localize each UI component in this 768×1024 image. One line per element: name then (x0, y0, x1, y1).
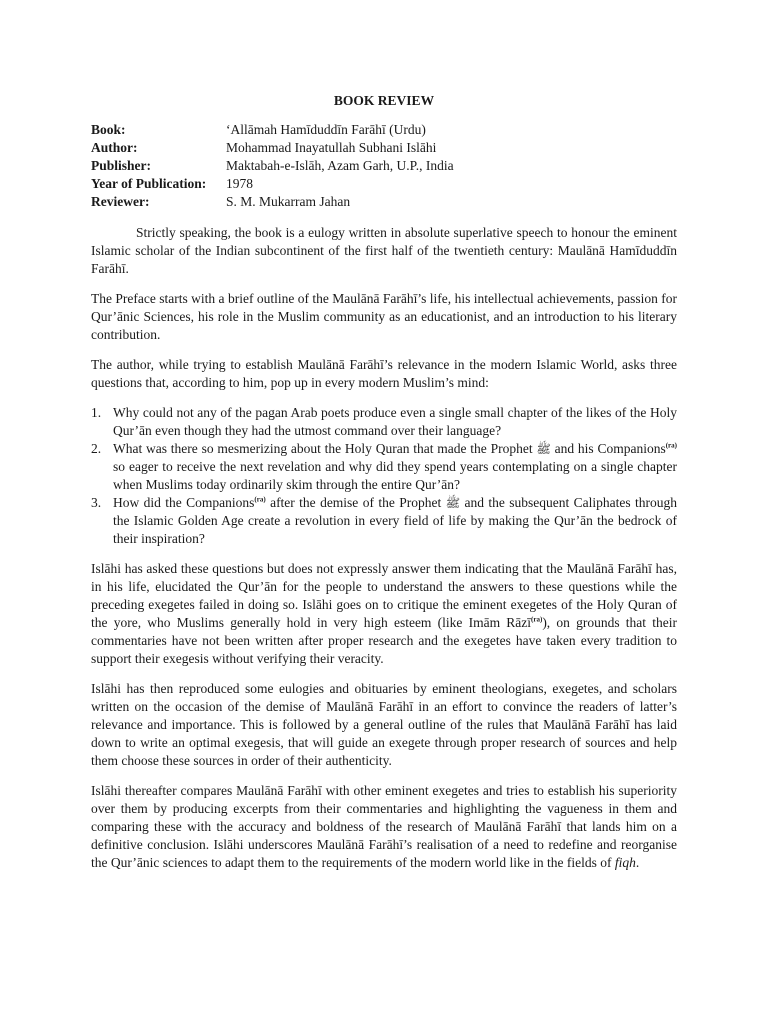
meta-label: Author: (91, 140, 138, 155)
question-text-part: Why could not any of the pagan Arab poets produce even a single small chapter of the likes of the Holy Qur’ān even though they had the utmost command over their language? (113, 405, 677, 438)
honorific-superscript: (ra) (531, 615, 543, 624)
meta-value: Maktabah-e-Islāh, Azam Garh, U.P., India (226, 158, 454, 173)
question-text-part: What was there so mesmerizing about the Holy Quran that made the Prophet (113, 441, 537, 456)
question-text-part: How did the Companions (113, 495, 255, 510)
paragraph-eulogies: Islāhi has then reproduced some eulogies and obituaries by eminent theologians, exegetes, and scholars written on the occasion of the demise of Maulānā Farāhī in an effort to convince the readers of latter’s relevance and importance. This is followed by a general outline of the rules that Maulānā Farāhī has laid down to write an optimal exegesis, that will guide an exegete through proper research of sources and help them choose these sources in order of their authenticity. (91, 681, 677, 768)
paragraph-questions-intro: The author, while trying to establish Maulānā Farāhī’s relevance in the modern Islamic World, asks three questions that, according to him, pop up in every modern Muslim’s mind: (91, 357, 677, 390)
list-number: 2. (91, 441, 102, 456)
question-text (113, 440, 677, 494)
meta-value: 1978 (226, 176, 253, 191)
book-metadata (91, 121, 677, 211)
paragraph-text-part: ), on grounds that their commentaries have not been written after proper research and the exegetes have taken every tradition to support their exegesis without verifying their veracity. (91, 615, 677, 666)
question-text-part: after the demise of the Prophet (265, 495, 446, 510)
meta-row-book (91, 121, 677, 139)
question-text-part: and his Companions (550, 441, 666, 456)
honorific-superscript: (ra) (254, 495, 266, 504)
question-text-part: so eager to receive the next revelation and why did they spend years contemplating on a single chapter when Muslims today ordinarily skim through the entire Qur’ān? (113, 459, 677, 492)
question-text (113, 494, 677, 548)
list-number: 1. (91, 405, 102, 420)
list-item (91, 404, 677, 440)
paragraph-text-part: . (635, 855, 640, 870)
meta-value: Mohammad Inayatullah Subhani Islāhi (226, 140, 437, 155)
paragraph-critique (91, 560, 677, 668)
question-text-part: and the subsequent Caliphates through the Islamic Golden Age create a revolution in every field of life by making the Qur’ān the bedrock of their inspiration? (113, 495, 677, 546)
meta-value: S. M. Mukarram Jahan (226, 194, 351, 209)
question-text (113, 404, 677, 440)
paragraph-comparison (91, 782, 677, 872)
salawat-symbol: ﷺ (536, 442, 551, 456)
list-item (91, 440, 677, 494)
meta-label: Reviewer: (91, 194, 150, 209)
paragraph-text-part: Islāhi thereafter compares Maulānā Farāhī with other eminent exegetes and tries to establish his superiority over them by producing excerpts from their commentaries and highlighting the vagueness in them and comparing these with the accuracy and boldness of the research of Maulānā Farāhī that lands him on a definitive conclusion. Islāhi underscores Maulānā Farāhī’s realisation of a need to redefine and reorganise the Qur’ānic sciences to adapt them to the requirements of the modern world like in the fields of (91, 783, 677, 870)
document-page (91, 92, 677, 872)
list-item (91, 494, 677, 548)
honorific-superscript: (ra) (665, 441, 677, 450)
salawat-symbol: ﷺ (445, 496, 461, 510)
meta-label: Publisher: (91, 158, 152, 173)
meta-label: Year of Publication: (91, 176, 207, 191)
italic-term: fiqh (614, 855, 636, 870)
meta-row-author (91, 139, 677, 157)
meta-row-year (91, 175, 677, 193)
page-title: BOOK REVIEW (333, 93, 435, 108)
list-number: 3. (91, 495, 102, 510)
meta-label: Book: (91, 122, 126, 137)
paragraph-intro: Strictly speaking, the book is a eulogy written in absolute superlative speech to honour the eminent Islamic scholar of the Indian subcontinent of the first half of the twentieth century: Maulānā Hamīduddīn Farāhī. (91, 225, 677, 276)
meta-value: ‘Allāmah Hamīduddīn Farāhī (Urdu) (226, 122, 426, 137)
paragraph-preface: The Preface starts with a brief outline of the Maulānā Farāhī’s life, his intellectual achievements, passion for Qur’ānic Sciences, his role in the Muslim community as an educationist, and an introduction to his literary contribution. (91, 291, 677, 342)
meta-row-publisher (91, 157, 677, 175)
paragraph-text-part: Islāhi has asked these questions but does not expressly answer them indicating that the Maulānā Farāhī has, in his life, elucidated the Qur’ān for the people to understand the answers to these questions while the preceding exegetes failed in doing so. Islāhi goes on to critique the eminent exegetes of the Holy Quran of the yore, who Muslims generally hold in very high esteem (like Imām Rāzī (91, 561, 677, 630)
meta-row-reviewer (91, 193, 677, 211)
questions-list (91, 404, 677, 548)
